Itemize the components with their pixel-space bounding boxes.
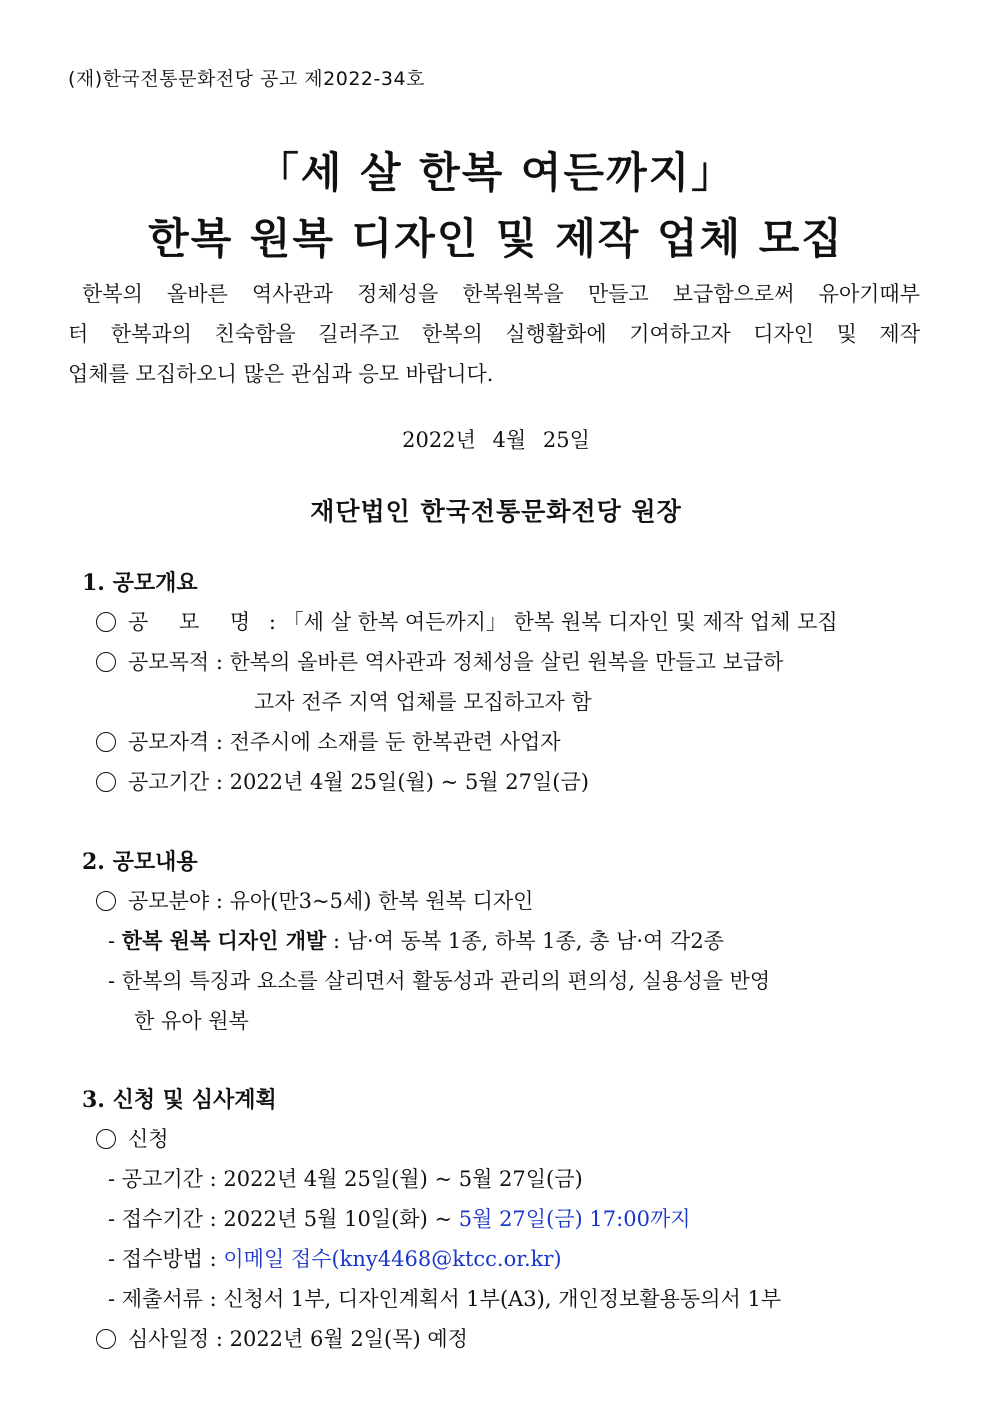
field-value: 유아(만3~5세) 한복 원복 디자인 — [229, 889, 534, 913]
purpose-label: 공모목적 — [128, 650, 210, 674]
circle-bullet-icon — [96, 1129, 116, 1149]
period-label: 공고기간 — [128, 770, 210, 794]
section3-receipt-period-row: - 접수기간 : 2022년 5월 10일(화) ~ 5월 27일(금) 17:00까지 — [108, 1207, 691, 1231]
section1-name-row: 공 모 명 : 「세 살 한복 여든까지」 한복 원복 디자인 및 제작 업체 모집 — [96, 606, 838, 636]
circle-bullet-icon — [96, 891, 116, 911]
circle-bullet-icon — [96, 612, 116, 632]
intro-line3: 업체를 모집하오니 많은 관심과 응모 바랍니다. — [68, 362, 494, 386]
organization-signature: 재단법인 한국전통문화전당 원장 — [310, 497, 682, 526]
circle-bullet-icon — [96, 1329, 116, 1349]
method-value: 이메일 접수(kny4468@ktcc.or.kr) — [223, 1247, 562, 1271]
section1-qual-row: 공모자격 : 전주시에 소재를 둔 한복관련 사업자 — [96, 726, 561, 756]
name-label: 공 모 명 — [128, 610, 263, 634]
section1-purpose-row: 공모목적 : 한복의 올바른 역사관과 정체성을 살린 원복을 만들고 보급하 — [96, 646, 783, 676]
period-value: 2022년 4월 25일(월) ~ 5월 27일(금) — [229, 770, 589, 794]
intro-line1: 한복의 올바른 역사관과 정체성을 한복원복을 만들고 보급함으로써 유아기때부 — [82, 282, 920, 306]
notice-period-value: 2022년 4월 25일(월) ~ 5월 27일(금) — [223, 1167, 583, 1191]
receipt-period-start: 2022년 5월 10일(화) ~ — [223, 1207, 453, 1231]
circle-bullet-icon — [96, 652, 116, 672]
notice-period-label: 공고기간 — [121, 1167, 203, 1191]
review-label: 심사일정 — [128, 1327, 210, 1351]
desc-line2: 한 유아 원복 — [134, 1009, 249, 1033]
section1-heading: 1. 공모개요 — [82, 570, 198, 596]
section2-dev-row: - 한복 원복 디자인 개발 : 남·여 동복 1종, 하복 1종, 총 남·여 각2종 — [108, 928, 724, 953]
circle-bullet-icon — [96, 772, 116, 792]
docs-value: 신청서 1부, 디자인계획서 1부(A3), 개인정보활용동의서 1부 — [223, 1287, 782, 1311]
dev-label: 한복 원복 디자인 개발 — [121, 928, 327, 953]
section3-docs-row: - 제출서류 : 신청서 1부, 디자인계획서 1부(A3), 개인정보활용동의서 1부 — [108, 1287, 782, 1311]
intro-line2: 터 한복과의 친숙함을 길러주고 한복의 실행활화에 기여하고자 디자인 및 제작 — [68, 322, 920, 346]
section2-desc-row: - 한복의 특징과 요소를 살리면서 활동성과 관리의 편의성, 실용성을 반영 — [108, 969, 771, 993]
section3-notice-period-row: - 공고기간 : 2022년 4월 25일(월) ~ 5월 27일(금) — [108, 1167, 583, 1191]
docs-label: 제출서류 — [121, 1287, 203, 1311]
qual-value: 전주시에 소재를 둔 한복관련 사업자 — [229, 730, 561, 754]
name-value: 「세 살 한복 여든까지」 한복 원복 디자인 및 제작 업체 모집 — [282, 610, 838, 634]
dev-value: : 남·여 동복 1종, 하복 1종, 총 남·여 각2종 — [332, 929, 724, 953]
review-value: 2022년 6월 2일(목) 예정 — [229, 1327, 468, 1351]
section3-method-row: - 접수방법 : 이메일 접수(kny4468@ktcc.or.kr) — [108, 1247, 562, 1271]
section3-review-row: 심사일정 : 2022년 6월 2일(목) 예정 — [96, 1323, 468, 1353]
apply-label: 신청 — [128, 1127, 169, 1151]
page-title-line1: 「세 살 한복 여든까지」 — [256, 148, 736, 197]
notice-number: (재)한국전통문화전당 공고 제2022-34호 — [68, 68, 425, 90]
receipt-period-label: 접수기간 — [121, 1207, 203, 1231]
desc-line1: 한복의 특징과 요소를 살리면서 활동성과 관리의 편의성, 실용성을 반영 — [121, 969, 771, 993]
notice-date: 2022년 4월 25일 — [402, 428, 590, 452]
section3-heading: 3. 신청 및 심사계획 — [82, 1087, 277, 1113]
circle-bullet-icon — [96, 732, 116, 752]
purpose-value-line2: 고자 전주 지역 업체를 모집하고자 함 — [254, 690, 592, 714]
qual-label: 공모자격 — [128, 730, 210, 754]
section2-field-row: 공모분야 : 유아(만3~5세) 한복 원복 디자인 — [96, 885, 533, 915]
section3-apply-row — [96, 1123, 169, 1153]
field-label: 공모분야 — [128, 889, 210, 913]
receipt-period-end: 5월 27일(금) 17:00까지 — [458, 1207, 691, 1231]
purpose-value-line1: 한복의 올바른 역사관과 정체성을 살린 원복을 만들고 보급하 — [229, 650, 784, 674]
section2-heading: 2. 공모내용 — [82, 849, 198, 875]
method-label: 접수방법 — [121, 1247, 203, 1271]
page-title-line2: 한복 원복 디자인 및 제작 업체 모집 — [148, 214, 844, 263]
section1-period-row: 공고기간 : 2022년 4월 25일(월) ~ 5월 27일(금) — [96, 766, 589, 796]
